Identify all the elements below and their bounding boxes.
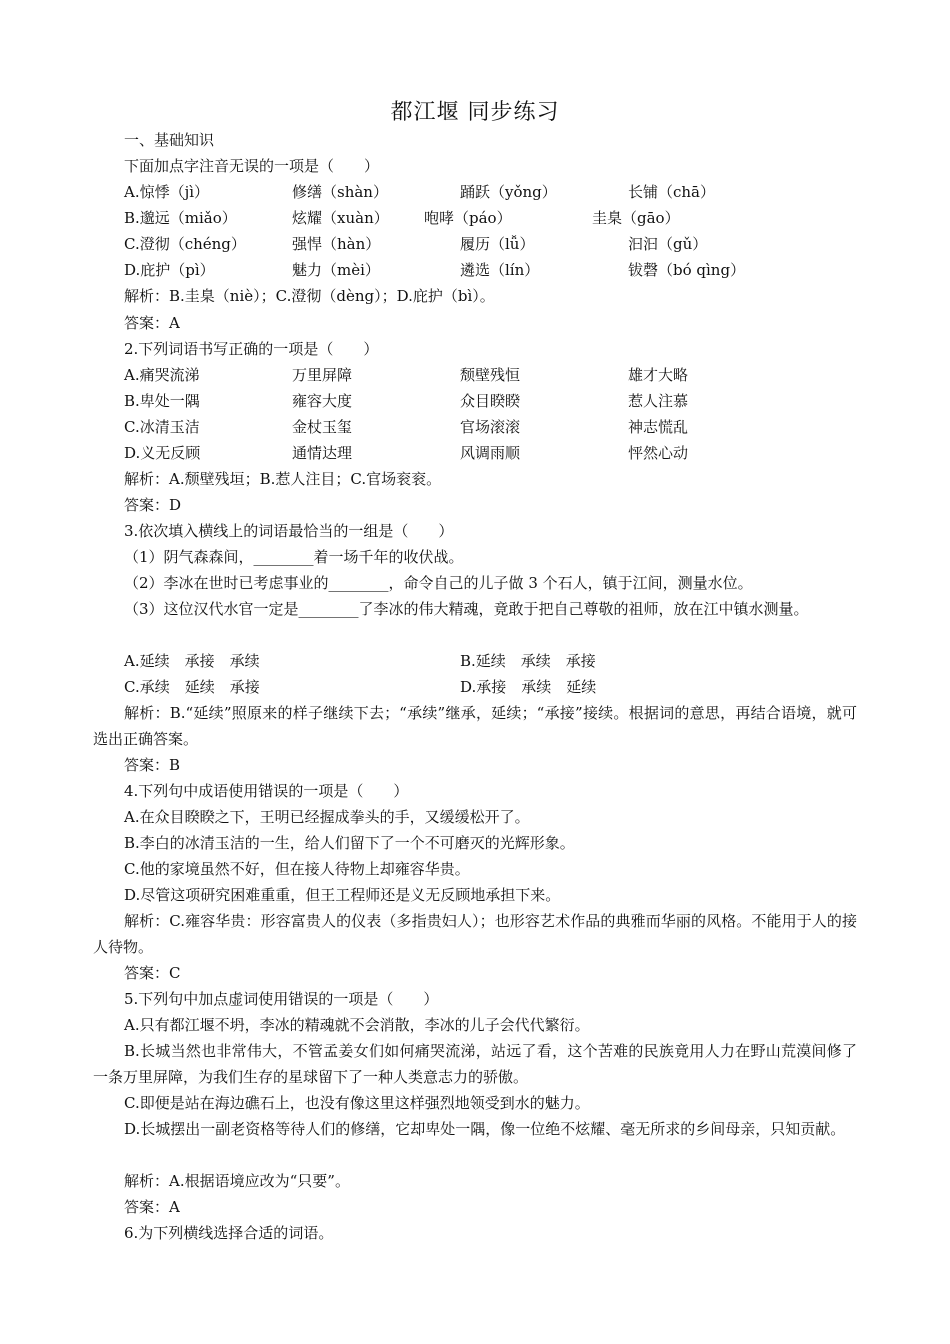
question-3-sentence: （2）李冰在世时已考虑事业的________，命令自己的儿子做 3 个石人，镇于江间，测量水位。 [124,574,753,592]
question-5-stem: 5.下列句中加点虚词使用错误的一项是（ ） [124,990,439,1008]
question-2-option-row [124,388,844,414]
section-heading: 一、基础知识 [124,131,215,149]
question-3-analysis: 解析：B.“延续”照原来的样子继续下去；“承续”继承，延续；“承接”接续。根据词的意思，再结合语境，就可选出正确答案。 [93,704,857,748]
question-1-option-row [124,257,844,283]
question-4-option: D.尽管这项研究困难重重，但王工程师还是义无反顾地承担下来。 [124,886,561,904]
option-cell: 履历（lǚ） [460,235,535,253]
question-4-option: C.他的家境虽然不好，但在接人待物上却雍容华贵。 [124,860,470,878]
option-cell: 雍容大度 [292,392,353,410]
option-cell: 雄才大略 [628,366,689,384]
question-5-option: D.长城摆出一副老资格等待人们的修缮，它却卑处一隅，像一位绝不炫耀、毫无所求的乡间母亲，只知贡献。 [124,1120,846,1138]
question-2-option-row [124,362,844,388]
option-cell: B.邈远（miǎo） [124,209,237,227]
question-2-option-row [124,414,844,440]
question-5-option: C.即便是站在海边礁石上，也没有像这里这样强烈地领受到水的魅力。 [124,1094,590,1112]
question-2-analysis: 解析：A.颓壁残垣；B.惹人注目；C.官场衮衮。 [124,470,442,488]
option-cell: C.冰清玉洁 [124,418,200,436]
question-1-answer: 答案：A [124,314,180,332]
question-5-option: B.长城当然也非常伟大，不管孟姜女们如何痛哭流涕，站远了看，这个苦难的民族竟用人力在野山荒漠间修了一条万里屏障，为我们生存的星球留下了一种人类意志力的骄傲。 [93,1042,857,1086]
question-1-option-row [124,179,844,205]
question-3-option-row [124,648,844,674]
option-cell: D.庇护（pì） [124,261,215,279]
question-2-answer: 答案：D [124,496,182,514]
question-2-stem: 2.下列词语书写正确的一项是（ ） [124,340,379,358]
question-4-stem: 4.下列句中成语使用错误的一项是（ ） [124,782,409,800]
option-cell: 踊跃（yǒng） [460,183,557,201]
option-cell: C.承续 延续 承接 [124,678,260,696]
option-cell: B.卑处一隅 [124,392,200,410]
option-cell: 众目睽睽 [460,392,521,410]
question-1-stem: 下面加点字注音无误的一项是（ ） [124,157,380,175]
question-6-stem: 6.为下列横线选择合适的词语。 [124,1224,334,1242]
option-cell: 咆哮（páo） [424,209,512,227]
question-3-sentence: （3）这位汉代水官一定是________了李冰的伟大精魂，竟敢于把自己尊敬的祖师，放在江中镇水测量。 [124,600,809,618]
option-cell: 钹磬（bó qìng） [628,261,746,279]
question-4-option: B.李白的冰清玉洁的一生，给人们留下了一个不可磨灭的光辉形象。 [124,834,575,852]
option-cell: 官场滚滚 [460,418,521,436]
option-cell: 惹人注慕 [628,392,689,410]
option-cell: C.澄彻（chéng） [124,235,246,253]
question-4-option: A.在众目睽睽之下，王明已经握成拳头的手，又缓缓松开了。 [124,808,530,826]
page-title: 都江堰 同步练习 [390,100,560,125]
question-4-analysis: 解析：C.雍容华贵：形容富贵人的仪表（多指贵妇人）；也形容艺术作品的典雅而华丽的风格。不能用于人的接人待物。 [93,912,857,956]
question-3-sentence: （1）阴气森森间，________着一场千年的收伏战。 [124,548,464,566]
question-5-analysis: 解析：A.根据语境应改为“只要”。 [124,1172,350,1190]
option-cell: 修缮（shàn） [292,183,388,201]
option-cell: 怦然心动 [628,444,689,462]
option-cell: 万里屏障 [292,366,353,384]
option-cell: D.承接 承续 延续 [460,678,597,696]
option-cell: 炫耀（xuàn） [292,209,389,227]
option-cell: 强悍（hàn） [292,235,381,253]
option-cell: D.义无反顾 [124,444,201,462]
option-cell: 风调雨顺 [460,444,521,462]
option-cell: B.延续 承续 承接 [460,652,596,670]
option-cell: A.痛哭流涕 [124,366,200,384]
question-5-answer: 答案：A [124,1198,180,1216]
option-cell: A.延续 承接 承续 [124,652,260,670]
question-1-analysis: 解析：B.圭臬（niè）；C.澄彻（dèng）；D.庇护（bì）。 [124,287,495,305]
question-5-option: A.只有都江堰不坍，李冰的精魂就不会消散，李冰的儿子会代代繁衍。 [124,1016,590,1034]
option-cell: 遴选（lín） [460,261,540,279]
option-cell: 魅力（mèi） [292,261,380,279]
question-4-answer: 答案：C [124,964,181,982]
option-cell: A.惊悸（jì） [124,183,210,201]
option-cell: 圭臬（gāo） [592,209,680,227]
question-1-option-row [124,231,844,257]
question-2-option-row [124,440,844,466]
option-cell: 通情达理 [292,444,353,462]
question-3-stem: 3.依次填入横线上的词语最恰当的一组是（ ） [124,522,454,540]
option-cell: 金杖玉玺 [292,418,353,436]
question-3-answer: 答案：B [124,756,181,774]
question-1-option-row [124,205,844,231]
option-cell: 颓壁残恒 [460,366,521,384]
option-cell: 汩汩（gǔ） [628,235,708,253]
option-cell: 神志慌乱 [628,418,689,436]
option-cell: 长铺（chā） [628,183,716,201]
question-3-option-row [124,674,844,700]
